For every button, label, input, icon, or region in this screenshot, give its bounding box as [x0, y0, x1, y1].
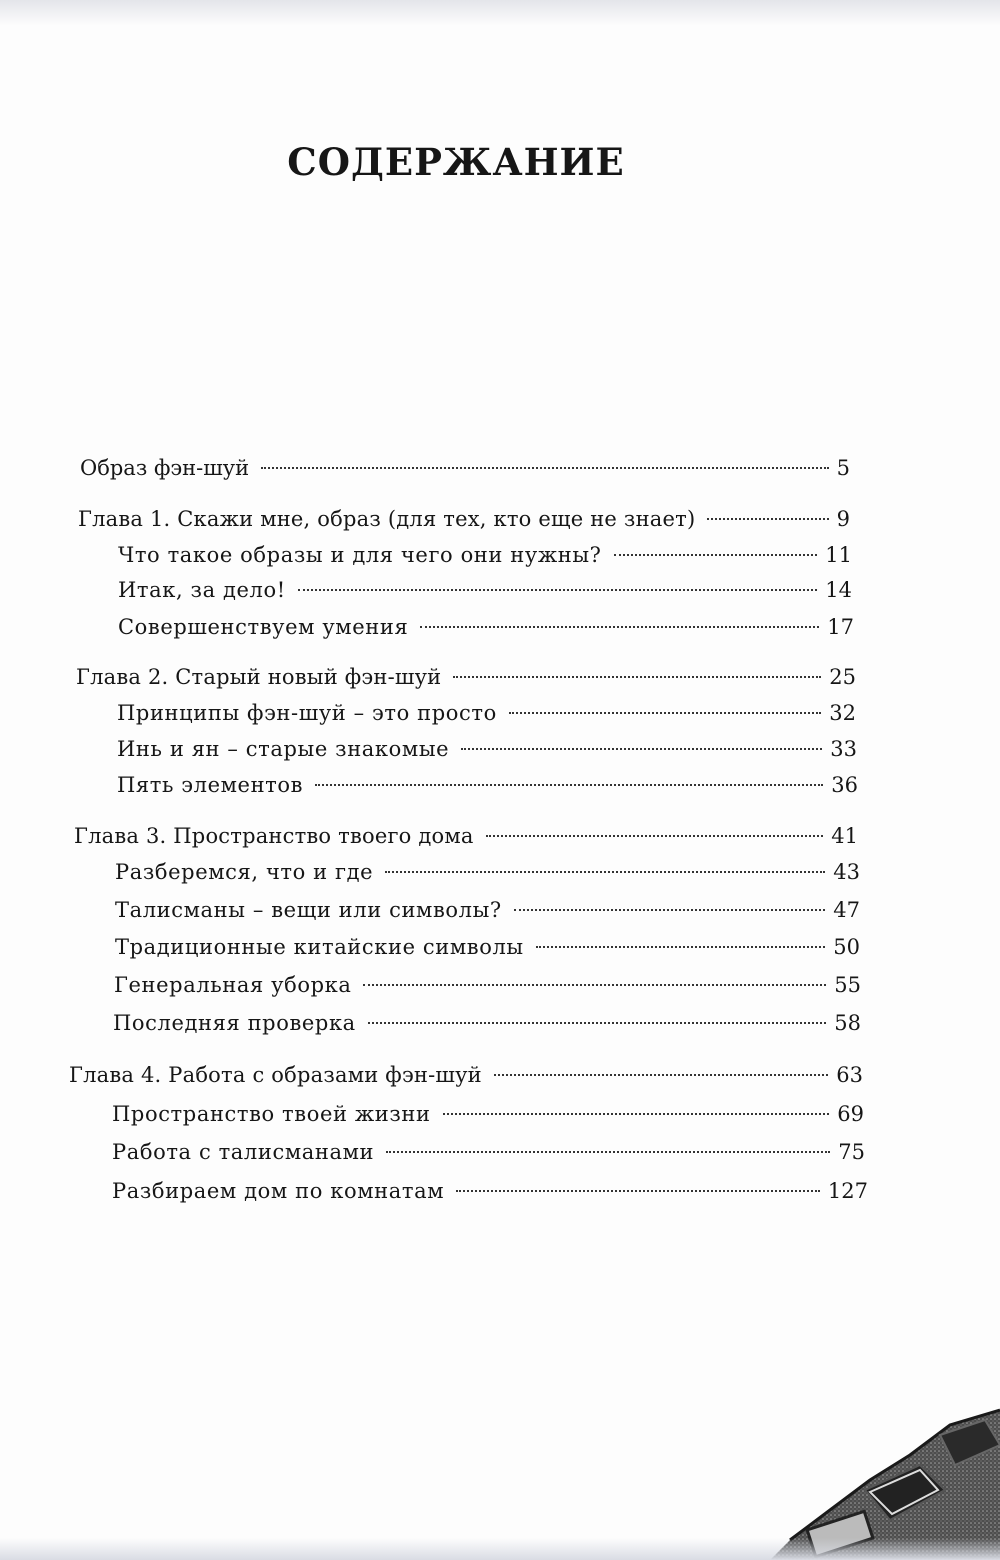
dot-leader — [386, 1151, 830, 1153]
dot-leader — [486, 835, 824, 837]
toc-entry-section — [117, 735, 857, 763]
dot-leader — [420, 626, 819, 628]
toc-entry-section — [112, 1100, 864, 1128]
toc-entry-label: Совершенствуем умения — [118, 615, 409, 639]
toc-entry-page: 9 — [836, 507, 850, 531]
toc-entry-page: 47 — [833, 898, 860, 922]
toc-entry-section — [115, 896, 860, 924]
toc-entry-label: Что такое образы и для чего они нужны? — [118, 543, 602, 567]
toc-entry-label: Глава 3. Пространство твоего дома — [74, 824, 474, 848]
toc-entry-section — [112, 1138, 865, 1166]
dot-leader — [614, 554, 818, 556]
toc-entry-chapter-2 — [76, 663, 856, 691]
toc-entry-section — [117, 771, 858, 799]
toc-entry-page: 43 — [833, 860, 860, 884]
toc-entry-page: 50 — [833, 935, 860, 959]
dot-leader — [443, 1113, 830, 1115]
dot-leader — [461, 748, 822, 750]
toc-entry-section — [115, 858, 860, 886]
toc-entry-section — [115, 933, 860, 961]
page-title: СОДЕРЖАНИЕ — [287, 140, 625, 184]
dot-leader — [707, 518, 828, 520]
toc-entry-label: Глава 4. Работа с образами фэн-шуй — [69, 1063, 482, 1087]
toc-entry-chapter-3 — [74, 822, 858, 850]
toc-entry-page: 58 — [834, 1011, 861, 1035]
toc-entry-label: Глава 1. Скажи мне, образ (для тех, кто еще не знает) — [78, 507, 696, 531]
dot-leader — [453, 676, 821, 678]
corner-illustration — [770, 1370, 1000, 1560]
toc-entry-section — [118, 541, 852, 569]
toc-entry-label: Глава 2. Старый новый фэн-шуй — [76, 665, 442, 689]
page-bottom-edge — [0, 1538, 1000, 1560]
dot-leader — [298, 589, 818, 591]
dot-leader — [456, 1190, 820, 1192]
dot-leader — [514, 909, 825, 911]
dot-leader — [385, 871, 825, 873]
dot-leader — [315, 784, 823, 786]
toc-entry-page: 36 — [831, 773, 858, 797]
toc-entry-chapter-1 — [78, 505, 850, 533]
toc-entry-chapter-4 — [69, 1061, 863, 1089]
toc-entry-label: Традиционные китайские символы — [115, 935, 524, 959]
toc-entry-page: 41 — [831, 824, 858, 848]
toc-entry-page: 17 — [827, 615, 854, 639]
toc-entry-label: Работа с талисманами — [112, 1140, 375, 1164]
toc-entry-page: 69 — [837, 1102, 864, 1126]
toc-entry-label: Разберемся, что и где — [115, 860, 374, 884]
toc-entry-label: Инь и ян – старые знакомые — [117, 737, 450, 761]
toc-entry-label: Образ фэн-шуй — [80, 456, 250, 480]
toc-entry-section — [114, 971, 861, 999]
dot-leader — [536, 946, 826, 948]
dot-leader — [261, 467, 829, 469]
toc-entry-label: Пять элементов — [117, 773, 304, 797]
toc-entry-page: 25 — [829, 665, 856, 689]
toc-entry-section — [112, 1177, 868, 1205]
dot-leader — [363, 984, 826, 986]
dot-leader — [368, 1022, 826, 1024]
toc-entry-intro — [80, 454, 850, 482]
toc-entry-section — [118, 576, 852, 604]
toc-entry-label: Разбираем дом по комнатам — [112, 1179, 445, 1203]
toc-entry-label: Итак, за дело! — [118, 578, 286, 602]
toc-entry-label: Принципы фэн-шуй – это просто — [117, 701, 497, 725]
toc-entry-label: Генеральная уборка — [114, 973, 352, 997]
toc-entry-page: 32 — [829, 701, 856, 725]
toc-entry-page: 55 — [834, 973, 861, 997]
toc-entry-page: 14 — [825, 578, 852, 602]
toc-entry-page: 63 — [836, 1063, 863, 1087]
toc-entry-section — [118, 613, 854, 641]
toc-entry-label: Пространство твоей жизни — [112, 1102, 431, 1126]
toc-entry-section — [117, 699, 856, 727]
toc-entry-section — [113, 1009, 861, 1037]
toc-entry-label: Талисманы – вещи или символы? — [115, 898, 502, 922]
dot-leader — [494, 1074, 828, 1076]
toc-entry-page: 75 — [838, 1140, 865, 1164]
toc-entry-page: 127 — [827, 1179, 868, 1203]
page-top-edge — [0, 0, 1000, 26]
dot-leader — [509, 712, 821, 714]
toc-entry-page: 5 — [836, 456, 850, 480]
toc-entry-label: Последняя проверка — [113, 1011, 356, 1035]
toc-entry-page: 33 — [830, 737, 857, 761]
toc-entry-page: 11 — [825, 543, 852, 567]
